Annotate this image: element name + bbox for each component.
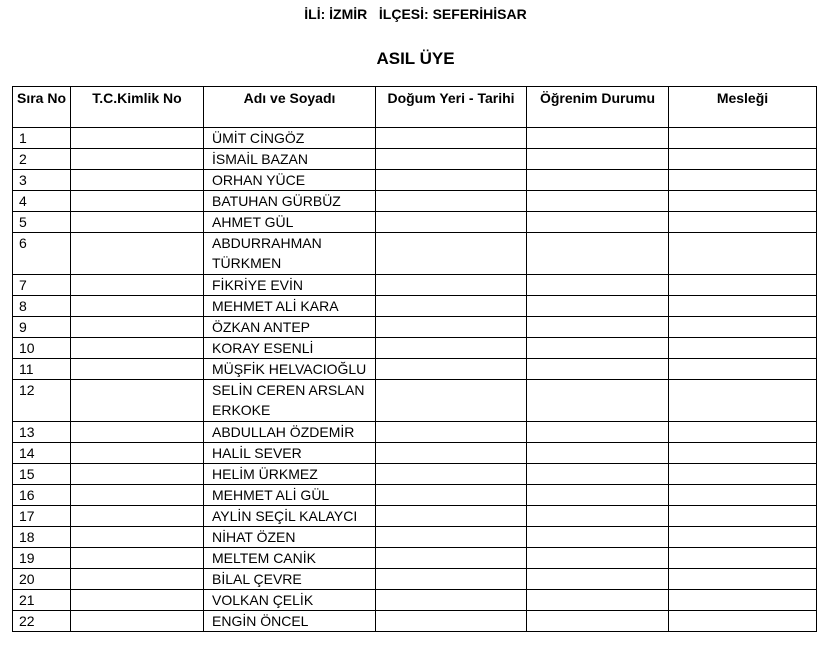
tc-kimlik-cell — [71, 569, 204, 590]
birth-place-date-cell — [376, 191, 527, 212]
education-cell — [527, 380, 669, 422]
table-row — [13, 527, 817, 548]
birth-place-date-cell — [376, 275, 527, 296]
member-name-cell: BATUHAN GÜRBÜZ — [204, 191, 376, 212]
birth-place-date-cell — [376, 338, 527, 359]
location-line: İLİ: İZMİR İLÇESİ: SEFERİHİSAR — [304, 6, 527, 22]
occupation-cell — [669, 590, 817, 611]
row-number-cell: 22 — [13, 611, 71, 632]
education-cell — [527, 170, 669, 191]
tc-kimlik-cell — [71, 590, 204, 611]
table-row — [13, 359, 817, 380]
row-number-cell: 1 — [13, 128, 71, 149]
members-table — [12, 86, 817, 632]
row-number-cell: 8 — [13, 296, 71, 317]
row-number-cell: 5 — [13, 212, 71, 233]
occupation-cell — [669, 611, 817, 632]
tc-kimlik-cell — [71, 359, 204, 380]
education-cell — [527, 422, 669, 443]
tc-kimlik-cell — [71, 485, 204, 506]
row-number-cell: 17 — [13, 506, 71, 527]
table-row — [13, 338, 817, 359]
row-number-cell: 2 — [13, 149, 71, 170]
birth-place-date-cell — [376, 233, 527, 275]
table-row — [13, 422, 817, 443]
education-cell — [527, 569, 669, 590]
occupation-cell — [669, 191, 817, 212]
birth-place-date-cell — [376, 506, 527, 527]
birth-place-date-cell — [376, 548, 527, 569]
occupation-cell — [669, 380, 817, 422]
occupation-cell — [669, 296, 817, 317]
table-body — [13, 128, 817, 632]
birth-place-date-cell — [376, 590, 527, 611]
column-header-sira-no: Sıra No — [13, 87, 71, 128]
birth-place-date-cell — [376, 212, 527, 233]
occupation-cell — [669, 275, 817, 296]
tc-kimlik-cell — [71, 422, 204, 443]
tc-kimlik-cell — [71, 233, 204, 275]
row-number-cell: 12 — [13, 380, 71, 422]
occupation-cell — [669, 422, 817, 443]
tc-kimlik-cell — [71, 191, 204, 212]
occupation-cell — [669, 338, 817, 359]
birth-place-date-cell — [376, 485, 527, 506]
education-cell — [527, 317, 669, 338]
occupation-cell — [669, 443, 817, 464]
occupation-cell — [669, 548, 817, 569]
tc-kimlik-cell — [71, 527, 204, 548]
row-number-cell: 14 — [13, 443, 71, 464]
education-cell — [527, 233, 669, 275]
education-cell — [527, 149, 669, 170]
education-cell — [527, 590, 669, 611]
birth-place-date-cell — [376, 359, 527, 380]
occupation-cell — [669, 128, 817, 149]
birth-place-date-cell — [376, 527, 527, 548]
education-cell — [527, 275, 669, 296]
tc-kimlik-cell — [71, 611, 204, 632]
birth-place-date-cell — [376, 317, 527, 338]
member-name-cell: KORAY ESENLİ — [204, 338, 376, 359]
occupation-cell — [669, 506, 817, 527]
member-name-cell: ÜMİT CİNGÖZ — [204, 128, 376, 149]
education-cell — [527, 506, 669, 527]
column-header-adi-soyadi: Adı ve Soyadı — [204, 87, 376, 128]
member-name-cell: MELTEM CANİK — [204, 548, 376, 569]
education-cell — [527, 296, 669, 317]
row-number-cell: 15 — [13, 464, 71, 485]
tc-kimlik-cell — [71, 128, 204, 149]
table-row — [13, 275, 817, 296]
table-row — [13, 506, 817, 527]
column-header-ogrenim-durumu: Öğrenim Durumu — [527, 87, 669, 128]
table-row — [13, 548, 817, 569]
education-cell — [527, 485, 669, 506]
birth-place-date-cell — [376, 149, 527, 170]
row-number-cell: 20 — [13, 569, 71, 590]
occupation-cell — [669, 233, 817, 275]
member-name-cell: NİHAT ÖZEN — [204, 527, 376, 548]
table-row — [13, 443, 817, 464]
birth-place-date-cell — [376, 611, 527, 632]
member-name-cell: AYLİN SEÇİL KALAYCI — [204, 506, 376, 527]
tc-kimlik-cell — [71, 464, 204, 485]
member-name-cell: MEHMET ALİ GÜL — [204, 485, 376, 506]
table-row — [13, 191, 817, 212]
tc-kimlik-cell — [71, 548, 204, 569]
row-number-cell: 11 — [13, 359, 71, 380]
education-cell — [527, 611, 669, 632]
education-cell — [527, 191, 669, 212]
row-number-cell: 3 — [13, 170, 71, 191]
column-header-meslegi: Mesleği — [669, 87, 817, 128]
table-row — [13, 317, 817, 338]
birth-place-date-cell — [376, 128, 527, 149]
tc-kimlik-cell — [71, 443, 204, 464]
tc-kimlik-cell — [71, 338, 204, 359]
member-name-cell: ABDULLAH ÖZDEMİR — [204, 422, 376, 443]
table-row — [13, 611, 817, 632]
education-cell — [527, 338, 669, 359]
birth-place-date-cell — [376, 569, 527, 590]
birth-place-date-cell — [376, 464, 527, 485]
table-row — [13, 380, 817, 422]
tc-kimlik-cell — [71, 212, 204, 233]
occupation-cell — [669, 170, 817, 191]
member-name-cell: AHMET GÜL — [204, 212, 376, 233]
member-name-cell: HELİM ÜRKMEZ — [204, 464, 376, 485]
occupation-cell — [669, 359, 817, 380]
row-number-cell: 4 — [13, 191, 71, 212]
document-title: ASIL ÜYE — [376, 49, 455, 68]
tc-kimlik-cell — [71, 380, 204, 422]
tc-kimlik-cell — [71, 149, 204, 170]
education-cell — [527, 548, 669, 569]
row-number-cell: 16 — [13, 485, 71, 506]
table-header-row — [13, 87, 817, 128]
tc-kimlik-cell — [71, 317, 204, 338]
table-row — [13, 128, 817, 149]
table-row — [13, 590, 817, 611]
education-cell — [527, 527, 669, 548]
row-number-cell: 18 — [13, 527, 71, 548]
education-cell — [527, 359, 669, 380]
tc-kimlik-cell — [71, 296, 204, 317]
member-name-cell: ÖZKAN ANTEP — [204, 317, 376, 338]
row-number-cell: 6 — [13, 233, 71, 275]
row-number-cell: 9 — [13, 317, 71, 338]
education-cell — [527, 212, 669, 233]
member-name-cell: FİKRİYE EVİN — [204, 275, 376, 296]
member-name-cell: ENGİN ÖNCEL — [204, 611, 376, 632]
birth-place-date-cell — [376, 170, 527, 191]
member-name-cell: MEHMET ALİ KARA — [204, 296, 376, 317]
occupation-cell — [669, 149, 817, 170]
row-number-cell: 10 — [13, 338, 71, 359]
member-name-cell: SELİN CEREN ARSLAN ERKOKE — [204, 380, 376, 422]
table-row — [13, 170, 817, 191]
member-name-cell: HALİL SEVER — [204, 443, 376, 464]
education-cell — [527, 464, 669, 485]
tc-kimlik-cell — [71, 506, 204, 527]
member-name-cell: VOLKAN ÇELİK — [204, 590, 376, 611]
row-number-cell: 7 — [13, 275, 71, 296]
column-header-dogum-yeri-tarihi: Doğum Yeri - Tarihi — [376, 87, 527, 128]
occupation-cell — [669, 212, 817, 233]
birth-place-date-cell — [376, 422, 527, 443]
table-row — [13, 212, 817, 233]
tc-kimlik-cell — [71, 170, 204, 191]
row-number-cell: 13 — [13, 422, 71, 443]
member-name-cell: BİLAL ÇEVRE — [204, 569, 376, 590]
birth-place-date-cell — [376, 380, 527, 422]
occupation-cell — [669, 485, 817, 506]
table-row — [13, 149, 817, 170]
table-row — [13, 569, 817, 590]
education-cell — [527, 128, 669, 149]
table-row — [13, 464, 817, 485]
occupation-cell — [669, 527, 817, 548]
birth-place-date-cell — [376, 443, 527, 464]
member-name-cell: MÜŞFİK HELVACIOĞLU — [204, 359, 376, 380]
table-row — [13, 296, 817, 317]
birth-place-date-cell — [376, 296, 527, 317]
member-name-cell: İSMAİL BAZAN — [204, 149, 376, 170]
occupation-cell — [669, 317, 817, 338]
occupation-cell — [669, 569, 817, 590]
occupation-cell — [669, 464, 817, 485]
row-number-cell: 21 — [13, 590, 71, 611]
table-row — [13, 233, 817, 275]
table-row — [13, 485, 817, 506]
member-name-cell: ORHAN YÜCE — [204, 170, 376, 191]
row-number-cell: 19 — [13, 548, 71, 569]
education-cell — [527, 443, 669, 464]
member-name-cell: ABDURRAHMAN TÜRKMEN — [204, 233, 376, 275]
tc-kimlik-cell — [71, 275, 204, 296]
column-header-tc-kimlik-no: T.C.Kimlik No — [71, 87, 204, 128]
